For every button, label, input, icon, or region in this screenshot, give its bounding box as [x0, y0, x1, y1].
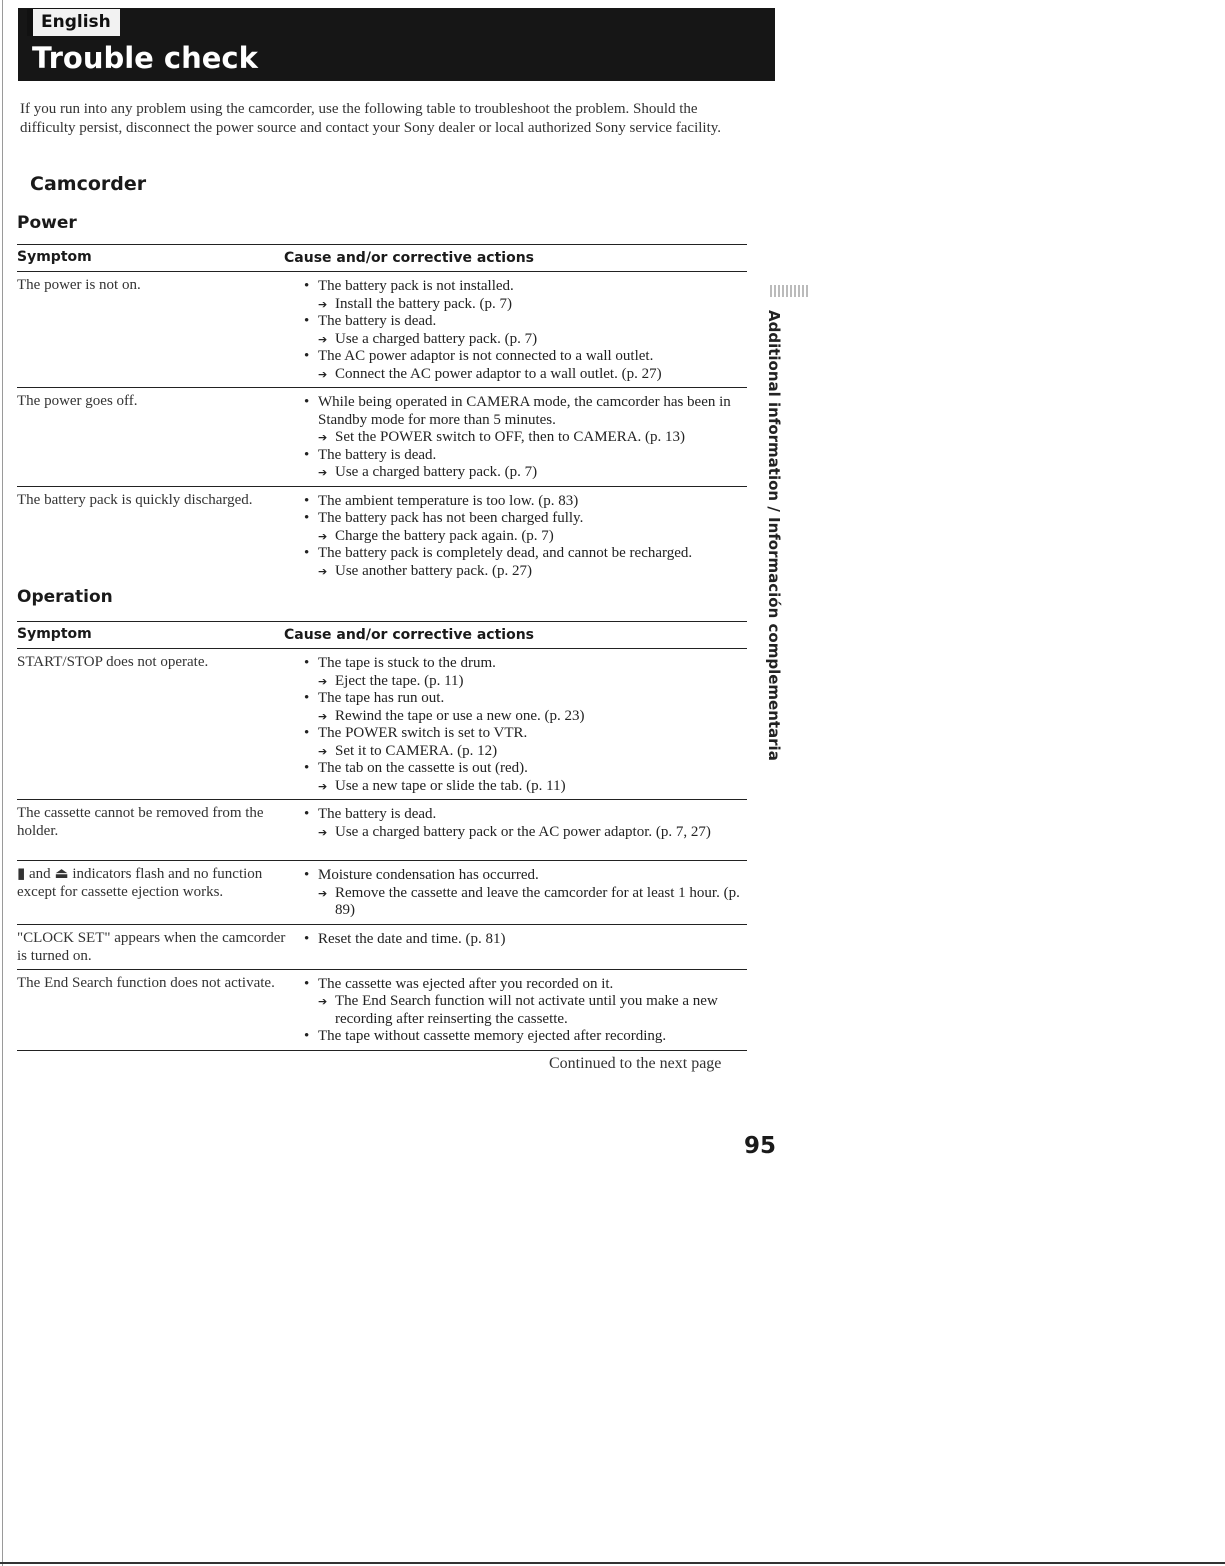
symptom-text: The power is not on.: [17, 277, 141, 293]
cause-item: • Moisture condensation has occurred.: [302, 867, 747, 885]
symptom-text: The power goes off.: [17, 393, 138, 409]
remedy-item: ➔ Install the battery pack. (p. 7): [302, 296, 747, 314]
cause-item: • The POWER switch is set to VTR.: [302, 725, 747, 743]
cause-item: • The tab on the cassette is out (red).: [302, 760, 747, 778]
cause-item: • While being operated in CAMERA mode, the camcorder has been in Standby mode for more than 5 minutes.: [302, 394, 747, 429]
remedy-item: ➔ Remove the cassette and leave the camcorder for at least 1 hour. (p. 89): [302, 885, 747, 920]
cause-item: • The tape without cassette memory ejected after recording.: [302, 1028, 747, 1046]
table-row: [17, 388, 747, 487]
table-row: [17, 272, 747, 388]
header-bar: [18, 8, 775, 81]
cause-item: • The cassette was ejected after you recorded on it.: [302, 976, 747, 994]
cause-item: • The battery is dead.: [302, 447, 747, 465]
language-tag: English: [27, 9, 120, 36]
cause-item: • Reset the date and time. (p. 81): [302, 931, 747, 949]
table-row: [17, 649, 747, 800]
table-row: [17, 487, 747, 585]
table-row: [17, 861, 747, 925]
action-list: [17, 649, 747, 799]
page-number: 95: [744, 1133, 777, 1159]
symptom-text: START/STOP does not operate.: [17, 654, 209, 670]
remedy-item: ➔ Rewind the tape or use a new one. (p. 23): [302, 708, 747, 726]
section-heading: Camcorder: [30, 173, 147, 195]
remedy-item: ➔ Use a new tape or slide the tab. (p. 11): [302, 778, 747, 796]
remedy-item: ➔ Eject the tape. (p. 11): [302, 673, 747, 691]
cause-column-header: Cause and/or corrective actions: [284, 627, 534, 643]
page-bottom-rule: [0, 1562, 1225, 1564]
symptom-text: The cassette cannot be removed from the holder.: [17, 805, 264, 839]
cause-item: • The battery pack is completely dead, and cannot be recharged.: [302, 545, 747, 563]
intro-paragraph: If you run into any problem using the camcorder, use the following table to troubleshoot the problem. Should the difficulty persist, disconnect the power source and contact your Sony dealer or local authorized Sony service facility.: [20, 101, 722, 136]
table-row: [17, 925, 747, 970]
side-tab-marker: [770, 285, 810, 297]
table-row: [17, 970, 747, 1050]
power-heading: Power: [17, 213, 77, 233]
table-header: [17, 622, 747, 649]
remedy-item: ➔ Use another battery pack. (p. 27): [302, 563, 747, 581]
cause-column-header: Cause and/or corrective actions: [284, 250, 534, 266]
continued-note: Continued to the next page: [549, 1055, 722, 1072]
remedy-item: ➔ Use a charged battery pack. (p. 7): [302, 464, 747, 482]
symptom-text: The End Search function does not activate.: [17, 974, 275, 991]
remedy-item: ➔ Charge the battery pack again. (p. 7): [302, 528, 747, 546]
symptom-column-header: Symptom: [17, 249, 92, 265]
page-edge-rule: [2, 0, 3, 1566]
cause-item: • The ambient temperature is too low. (p. 83): [302, 493, 747, 511]
remedy-item: ➔ Set the POWER switch to OFF, then to CAMERA. (p. 13): [302, 429, 747, 447]
remedy-item: ➔ Connect the AC power adaptor to a wall outlet. (p. 27): [302, 366, 747, 384]
symptom-column-header: Symptom: [17, 626, 92, 642]
cause-item: • The battery is dead.: [302, 313, 747, 331]
remedy-item: ➔ The End Search function will not activate until you make a new recording after reinserting the cassette.: [302, 993, 747, 1028]
symptom-text: The battery pack is quickly discharged.: [17, 491, 253, 508]
cause-item: • The tape has run out.: [302, 690, 747, 708]
operation-table: [17, 621, 747, 1051]
remedy-item: ➔ Use a charged battery pack or the AC power adaptor. (p. 7, 27): [302, 824, 747, 842]
table-header: [17, 245, 747, 272]
cause-item: • The battery is dead.: [302, 806, 747, 824]
remedy-item: ➔ Use a charged battery pack. (p. 7): [302, 331, 747, 349]
cause-item: • The tape is stuck to the drum.: [302, 655, 747, 673]
remedy-item: ➔ Set it to CAMERA. (p. 12): [302, 743, 747, 761]
symptom-text: "CLOCK SET" appears when the camcorder is turned on.: [17, 929, 286, 964]
power-table: [17, 244, 747, 584]
cause-item: • The AC power adaptor is not connected to a wall outlet.: [302, 348, 747, 366]
side-tab-label: Additional information / Información complementaria: [765, 310, 783, 761]
symptom-text: ▮ and ⏏ indicators flash and no function except for cassette ejection works.: [17, 866, 263, 900]
cause-item: • The battery pack is not installed.: [302, 278, 747, 296]
cause-item: • The battery pack has not been charged fully.: [302, 510, 747, 528]
operation-heading: Operation: [17, 587, 113, 607]
page-title: Trouble check: [32, 41, 258, 75]
table-row: [17, 800, 747, 861]
